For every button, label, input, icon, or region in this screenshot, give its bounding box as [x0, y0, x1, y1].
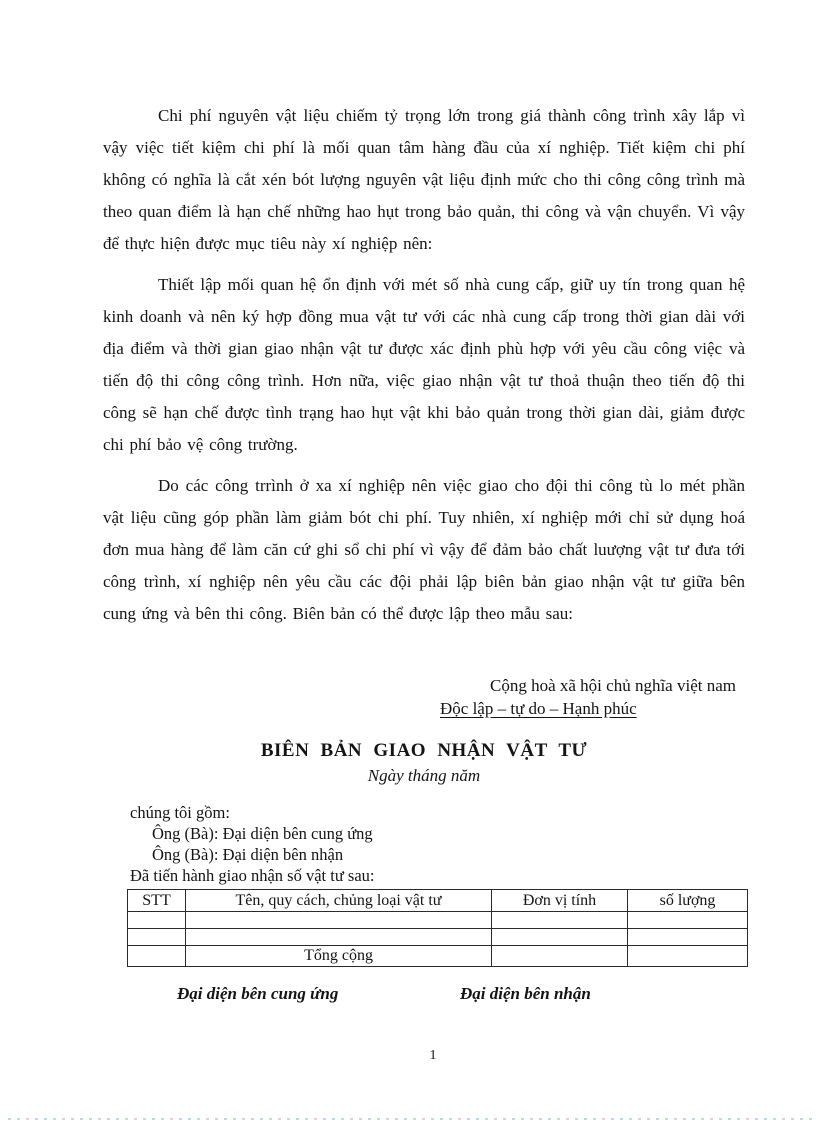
table-total-row	[128, 946, 748, 967]
table-row	[128, 912, 748, 929]
parties-intro-line: chúng tôi gồm:	[130, 803, 230, 822]
handover-intro-line: Đã tiến hành giao nhận số vật tư sau:	[130, 866, 375, 885]
table-cell	[128, 912, 186, 929]
table-row	[128, 929, 748, 946]
table-cell	[628, 912, 748, 929]
page-boundary-dots	[8, 1118, 812, 1120]
table-cell	[186, 912, 492, 929]
table-cell	[492, 946, 628, 967]
table-cell	[128, 929, 186, 946]
materials-table	[127, 889, 748, 967]
page-number: 1	[429, 1048, 437, 1063]
table-cell	[186, 929, 492, 946]
supplier-signature-label: Đại diện bên cung ứng	[177, 984, 339, 1003]
table-cell	[492, 912, 628, 929]
body-paragraph-3: Do các công trrình ở xa xí nghiệp nên việc giao cho đội thi công tù lo mét phần vật liệu cũng góp phần làm giảm bót chi phí. Tuy nhiên, xí nghiệp mới chỉ sử dụng hoá đơn mua hàng để làm căn cứ ghi sổ chi phí vì vậy để đảm bảo chất luượng vật tư đưa tới công trình, xí nghiệp nên yêu cầu các đội phải lập biên bản giao nhận vật tư giữa bên cung ứng và bên thi công. Biên bản có thể được lập theo mẫu sau:	[103, 476, 745, 623]
table-header-unit: Đơn vị tính	[492, 890, 628, 912]
table-cell	[628, 929, 748, 946]
parties-section	[103, 802, 745, 886]
receiver-signature-label: Đại diện bên nhận	[460, 984, 591, 1003]
body-paragraph-2: Thiết lập mối quan hệ ổn định với mét số nhà cung cấp, giữ uy tín trong quan hệ kinh doanh và nên ký hợp đồng mua vật tư với các nhà cung cấp trong thời gian dài với địa điểm và thời gian giao nhận vật tư được xác định phù hợp với yêu cầu công việc và tiến độ thi công công trình. Hơn nữa, việc giao nhận vật tư thoả thuận theo tiến độ thi công sẽ hạn chế được tình trạng hao hụt vật khi bảo quản trong thời gian dài, giảm được chi phí bảo vệ công trường.	[103, 275, 745, 454]
table-cell	[128, 946, 186, 967]
national-header	[103, 674, 745, 720]
table-header-row	[128, 890, 748, 912]
receiver-representative-line: Ông (Bà): Đại diện bên nhận	[152, 845, 344, 864]
signature-section	[103, 984, 745, 1008]
date-line: Ngày tháng năm	[367, 766, 481, 785]
table-total-label: Tổng cộng	[186, 946, 492, 967]
table-header-stt: STT	[128, 890, 186, 912]
national-header-country-line: Cộng hoà xã hội chủ nghĩa việt nam	[490, 676, 736, 695]
national-header-motto-line: Độc lập – tự do – Hạnh phúc	[440, 699, 637, 718]
body-paragraph-1: Chi phí nguyên vật liệu chiếm tỷ trọng lớn trong giá thành công trình xây lắp vì vậy việc tiết kiệm chi phí là mối quan tâm hàng đầu của xí nghiệp. Tiết kiệm chi phí không có nghĩa là cắt xén bót lượng nguyên vật liệu định mức cho thi công công trình mà theo quan điểm là hạn chế những hao hụt trong bảo quản, thi công và vận chuyển. Vì vậy để thực hiện được mục tiêu này xí nghiệp nên:	[103, 106, 745, 253]
supplier-representative-line: Ông (Bà): Đại diện bên cung ứng	[152, 824, 373, 843]
table-cell	[628, 946, 748, 967]
document-title: BIÊN BẢN GIAO NHẬN VẬT TƯ	[260, 740, 588, 761]
table-header-quantity: số lượng	[628, 890, 748, 912]
table-cell	[492, 929, 628, 946]
table-header-material-name: Tên, quy cách, chủng loại vật tư	[186, 890, 492, 912]
